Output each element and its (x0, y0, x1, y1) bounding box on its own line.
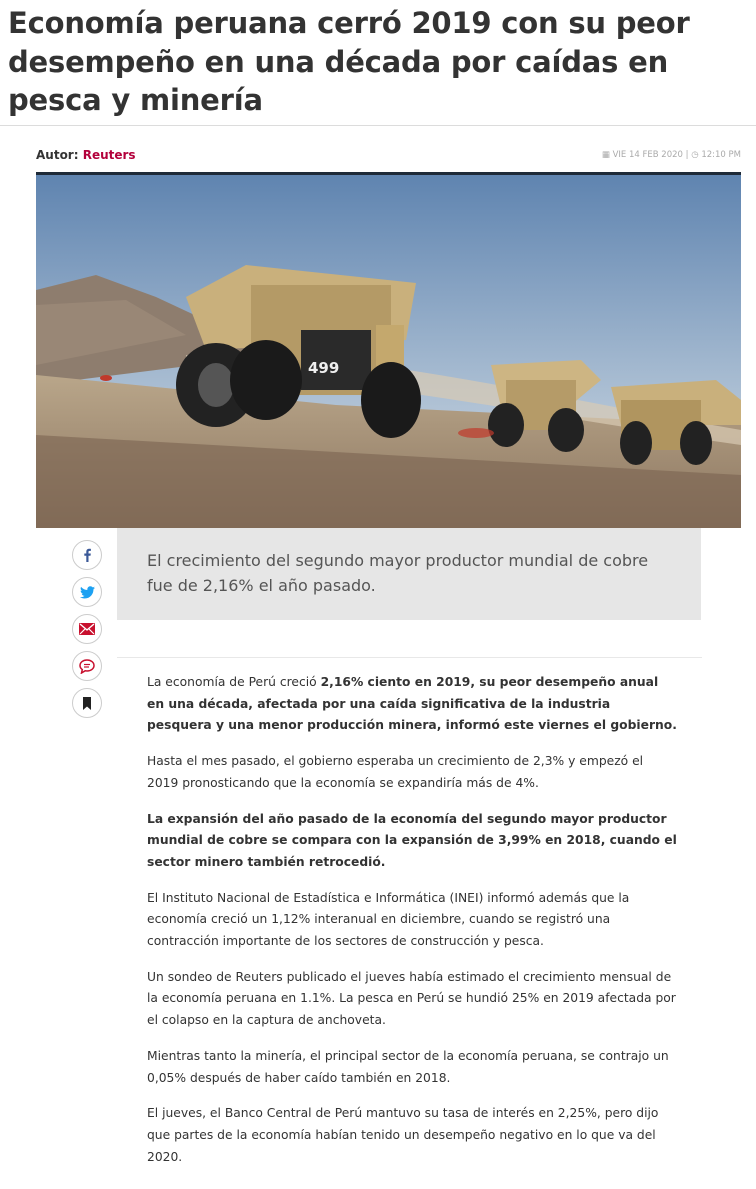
author-link[interactable]: Reuters (82, 148, 136, 162)
calendar-icon: ▦ (601, 150, 610, 160)
publish-date: VIE 14 FEB 2020 (612, 150, 683, 160)
comment-icon (79, 659, 95, 674)
truck-number: 499 (308, 359, 340, 377)
publish-time: 12:10 PM (701, 150, 741, 160)
facebook-icon (80, 548, 94, 562)
comment-button[interactable] (72, 651, 102, 681)
paragraph-6: Mientras tanto la minería, el principal sector de la economía peruana, se contrajo un 0,05% después de haber caído también en 2018. (147, 1048, 669, 1085)
paragraph-2: Hasta el mes pasado, el gobierno esperaba un crecimiento de 2,3% y empezó el 2019 pronosticando que la economía se expandiría más de 4%. (147, 754, 644, 790)
article-body (147, 672, 677, 1182)
article-headline: Economía peruana cerró 2019 con su peor desempeño en una década por caídas en pesca y minería (8, 6, 690, 117)
clock-icon: ◷ (691, 150, 699, 160)
summary-divider (117, 657, 702, 658)
article-summary: El crecimiento del segundo mayor productor mundial de cobre fue de 2,16% el año pasado. (117, 528, 701, 620)
mining-trucks-image (36, 175, 741, 528)
paragraph-1-lead: La economía de Perú creció (147, 675, 321, 689)
social-share-bar (72, 540, 102, 725)
paragraph-1-bold: 2,16% ciento en 2019, su peor desempeño anual en una década, afectada por una caída significativa de la industria pesquera y una menor producción minera, informó este viernes el gobierno. (147, 675, 677, 733)
bookmark-button[interactable] (72, 688, 102, 718)
email-icon (79, 623, 95, 635)
date-info (602, 150, 741, 160)
date-separator: | (685, 150, 689, 160)
author-line (36, 148, 136, 162)
header-divider (0, 125, 756, 126)
paragraph-7: El jueves, el Banco Central de Perú mantuvo su tasa de interés en 2,25%, pero dijo que partes de la economía habían tenido un desempeño negativo en lo que va del 2020. (147, 1106, 659, 1164)
paragraph-4: El Instituto Nacional de Estadística e Informática (INEI) informó además que la economía creció un 1,12% interanual en diciembre, cuando se registró una contracción importante de los sectores de construcción y pesca. (147, 890, 630, 949)
paragraph-1 (147, 672, 677, 737)
paragraph-3-bold: La expansión del año pasado de la economía del segundo mayor productor mundial de cobre se compara con la expansión de 3,99% en 2018, cuando el sector minero también retrocedió. (147, 811, 677, 869)
twitter-share-button[interactable] (72, 577, 102, 607)
bookmark-icon (82, 697, 92, 710)
author-label: Autor: (36, 148, 79, 162)
article-meta (36, 146, 741, 166)
email-share-button[interactable] (72, 614, 102, 644)
twitter-icon (80, 586, 95, 599)
paragraph-3 (147, 809, 677, 874)
paragraph-5: Un sondeo de Reuters publicado el jueves había estimado el crecimiento mensual de la economía peruana en 1.1%. La pesca en Perú se hundió 25% en 2019 afectada por el colapso en la captura de anchoveta. (147, 969, 676, 1028)
article-photo (36, 172, 741, 528)
facebook-share-button[interactable] (72, 540, 102, 570)
